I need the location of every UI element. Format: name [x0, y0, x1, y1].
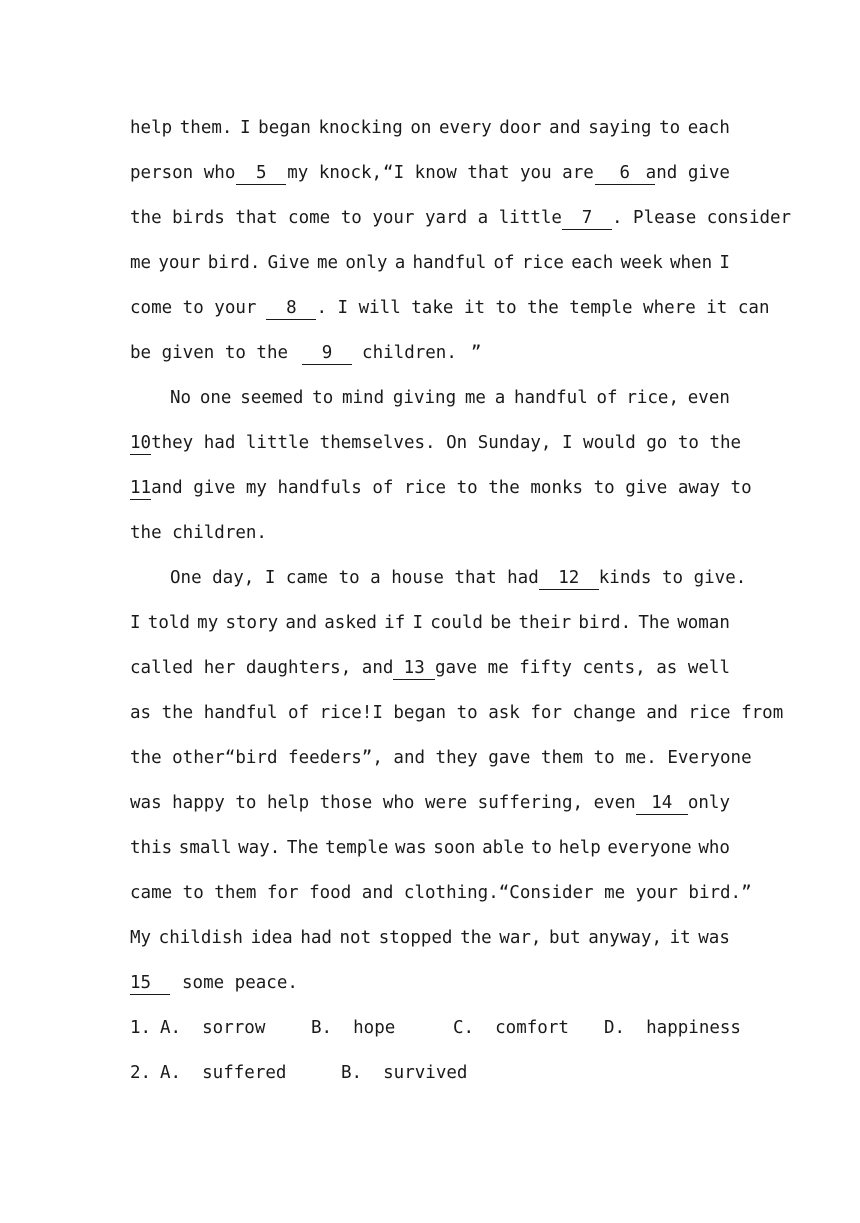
word: me: [130, 253, 152, 273]
passage-line-12: [130, 608, 730, 638]
word: everyone: [607, 838, 692, 858]
passage-line-16: [130, 788, 730, 818]
word: of: [493, 253, 515, 273]
text-segment: some peace.: [182, 973, 298, 993]
passage-line-7: [170, 383, 730, 413]
text-segment: the children.: [130, 523, 267, 543]
word: even: [687, 388, 730, 408]
text-segment: ”: [470, 343, 482, 363]
blank-12: 12: [539, 567, 599, 590]
passage-line-20: [130, 968, 730, 998]
text-segment: and give my handfuls of rice to the monks to give away to: [151, 478, 752, 498]
word: I: [130, 613, 141, 633]
word: I: [240, 118, 251, 138]
word: knocking: [318, 118, 403, 138]
word: your: [158, 253, 201, 273]
question-number: 1.: [130, 1018, 152, 1038]
word: them.: [179, 118, 233, 138]
text-segment: and give: [645, 163, 730, 183]
word: each: [571, 253, 614, 273]
word: soon: [433, 838, 476, 858]
blank-9: 9: [302, 342, 352, 365]
text-segment: the other: [130, 748, 225, 768]
word: seemed: [240, 388, 304, 408]
word: The: [638, 613, 670, 633]
blank-5: 5: [236, 162, 286, 185]
word: war,: [499, 928, 542, 948]
blank-13: 13: [393, 657, 435, 680]
word: was: [395, 838, 427, 858]
word: The: [286, 838, 319, 858]
word: rice: [521, 253, 564, 273]
word: able: [482, 838, 525, 858]
word: their: [518, 613, 572, 633]
word: on: [410, 118, 432, 138]
word: who: [698, 838, 730, 858]
word: each: [687, 118, 730, 138]
text-segment: come to your: [130, 298, 257, 318]
word: not: [339, 928, 372, 948]
passage-line-3: [130, 203, 792, 233]
passage-line-6: [130, 338, 730, 368]
option-a[interactable]: A. suffered: [160, 1063, 287, 1083]
passage-line-9: [130, 473, 752, 503]
word: was: [698, 928, 730, 948]
word: asked: [324, 613, 377, 633]
text-segment: the birds that come to your yard a little: [130, 208, 562, 228]
question-1: [130, 1013, 741, 1043]
blank-7: 7: [562, 207, 612, 230]
word: stopped: [378, 928, 453, 948]
word: told: [147, 613, 190, 633]
word: mind: [341, 388, 385, 408]
word: My: [130, 928, 152, 948]
passage-line-15: [130, 743, 752, 773]
blank-8: 8: [266, 297, 316, 320]
text-segment: be given to the: [130, 343, 289, 363]
option-a[interactable]: A. sorrow: [160, 1018, 266, 1038]
word: temple: [325, 838, 389, 858]
word: when: [669, 253, 713, 273]
passage-line-14: [130, 698, 784, 728]
text-segment: kinds to give.: [598, 568, 747, 588]
text-segment: my knock,: [287, 163, 383, 183]
word: story: [225, 613, 279, 633]
word: rice,: [626, 388, 680, 408]
text-segment: came to them for food and clothing.: [130, 883, 499, 903]
text-segment: person who: [130, 163, 236, 183]
text-segment: children.: [362, 343, 457, 363]
word: and: [285, 613, 318, 633]
word: but: [549, 928, 581, 948]
word: anyway,: [588, 928, 662, 948]
text-segment: was happy to help those who were suffering, even: [130, 793, 636, 813]
word: handful: [513, 388, 588, 408]
word: woman: [677, 613, 730, 633]
word: Give: [267, 253, 310, 273]
option-b[interactable]: B. hope: [311, 1018, 396, 1038]
word: week: [620, 253, 663, 273]
word: only: [345, 253, 388, 273]
text-segment: . Please consider: [611, 208, 792, 228]
word: idea: [250, 928, 293, 948]
word: I: [412, 613, 424, 633]
passage-line-8: [130, 428, 742, 458]
word: it: [669, 928, 691, 948]
word: No: [170, 388, 192, 408]
word: could: [430, 613, 483, 633]
word: giving: [392, 388, 457, 408]
word: handful: [412, 253, 487, 273]
word: me: [317, 253, 339, 273]
word: way.: [238, 838, 281, 858]
word: door: [499, 118, 542, 138]
word: if: [384, 613, 406, 633]
word: saying: [588, 118, 652, 138]
passage-line-1: [130, 113, 730, 143]
blank-14: 14: [636, 792, 688, 815]
text-segment: . I will take it to the temple where it can: [316, 298, 770, 318]
text-segment: “Consider me your bird.: [498, 883, 742, 903]
word: of: [596, 388, 618, 408]
blank-10: 10: [130, 432, 152, 453]
word: and: [549, 118, 581, 138]
word: bird.: [578, 613, 632, 633]
word: help: [558, 838, 601, 858]
word: childish: [158, 928, 243, 948]
word: me: [464, 388, 486, 408]
text-segment: called her daughters, and: [130, 658, 394, 678]
question-number: 2.: [130, 1063, 152, 1083]
word: began: [258, 118, 311, 138]
word: small: [178, 838, 232, 858]
text-segment: “bird feeders”, and they gave them to me. Everyone: [224, 748, 752, 768]
word: a: [494, 388, 506, 408]
passage-line-13: [130, 653, 730, 683]
text-segment: I began to ask for change and rice from: [372, 703, 784, 723]
word: one: [199, 388, 232, 408]
text-segment: as the handful of rice!: [130, 703, 373, 723]
option-b[interactable]: B. survived: [341, 1063, 468, 1083]
passage-line-17: [130, 833, 730, 863]
word: the: [460, 928, 492, 948]
word: to: [659, 118, 681, 138]
passage-line-19: [130, 923, 730, 953]
option-d[interactable]: D. happiness: [604, 1018, 741, 1038]
word: to: [312, 388, 334, 408]
text-segment: “I know that you are: [383, 163, 594, 183]
blank-11: 11: [130, 477, 152, 498]
option-c[interactable]: C. comfort: [453, 1018, 569, 1038]
passage-line-11: [170, 563, 747, 593]
word: my: [197, 613, 219, 633]
blank-15: 15: [130, 972, 170, 995]
word: help: [130, 118, 173, 138]
text-segment: gave me fifty cents, as well: [434, 658, 730, 678]
text-segment: ”: [741, 883, 752, 903]
word: be: [490, 613, 512, 633]
passage-line-4: [130, 248, 730, 278]
text-segment: One day, I came to a house that had: [170, 568, 539, 588]
text-segment: only: [687, 793, 730, 813]
word: to: [530, 838, 552, 858]
word: bird.: [207, 253, 261, 273]
word: I: [719, 253, 730, 273]
passage-line-5: [130, 293, 770, 323]
passage-line-10: [130, 518, 730, 548]
question-2: [130, 1058, 730, 1088]
blank-6: 6: [595, 162, 655, 185]
word: had: [300, 928, 332, 948]
passage-line-18: [130, 878, 752, 908]
word: this: [130, 838, 173, 858]
passage-line-2: [130, 158, 730, 188]
word: every: [439, 118, 492, 138]
text-segment: they had little themselves. On Sunday, I would go to the: [151, 433, 742, 453]
word: a: [394, 253, 406, 273]
